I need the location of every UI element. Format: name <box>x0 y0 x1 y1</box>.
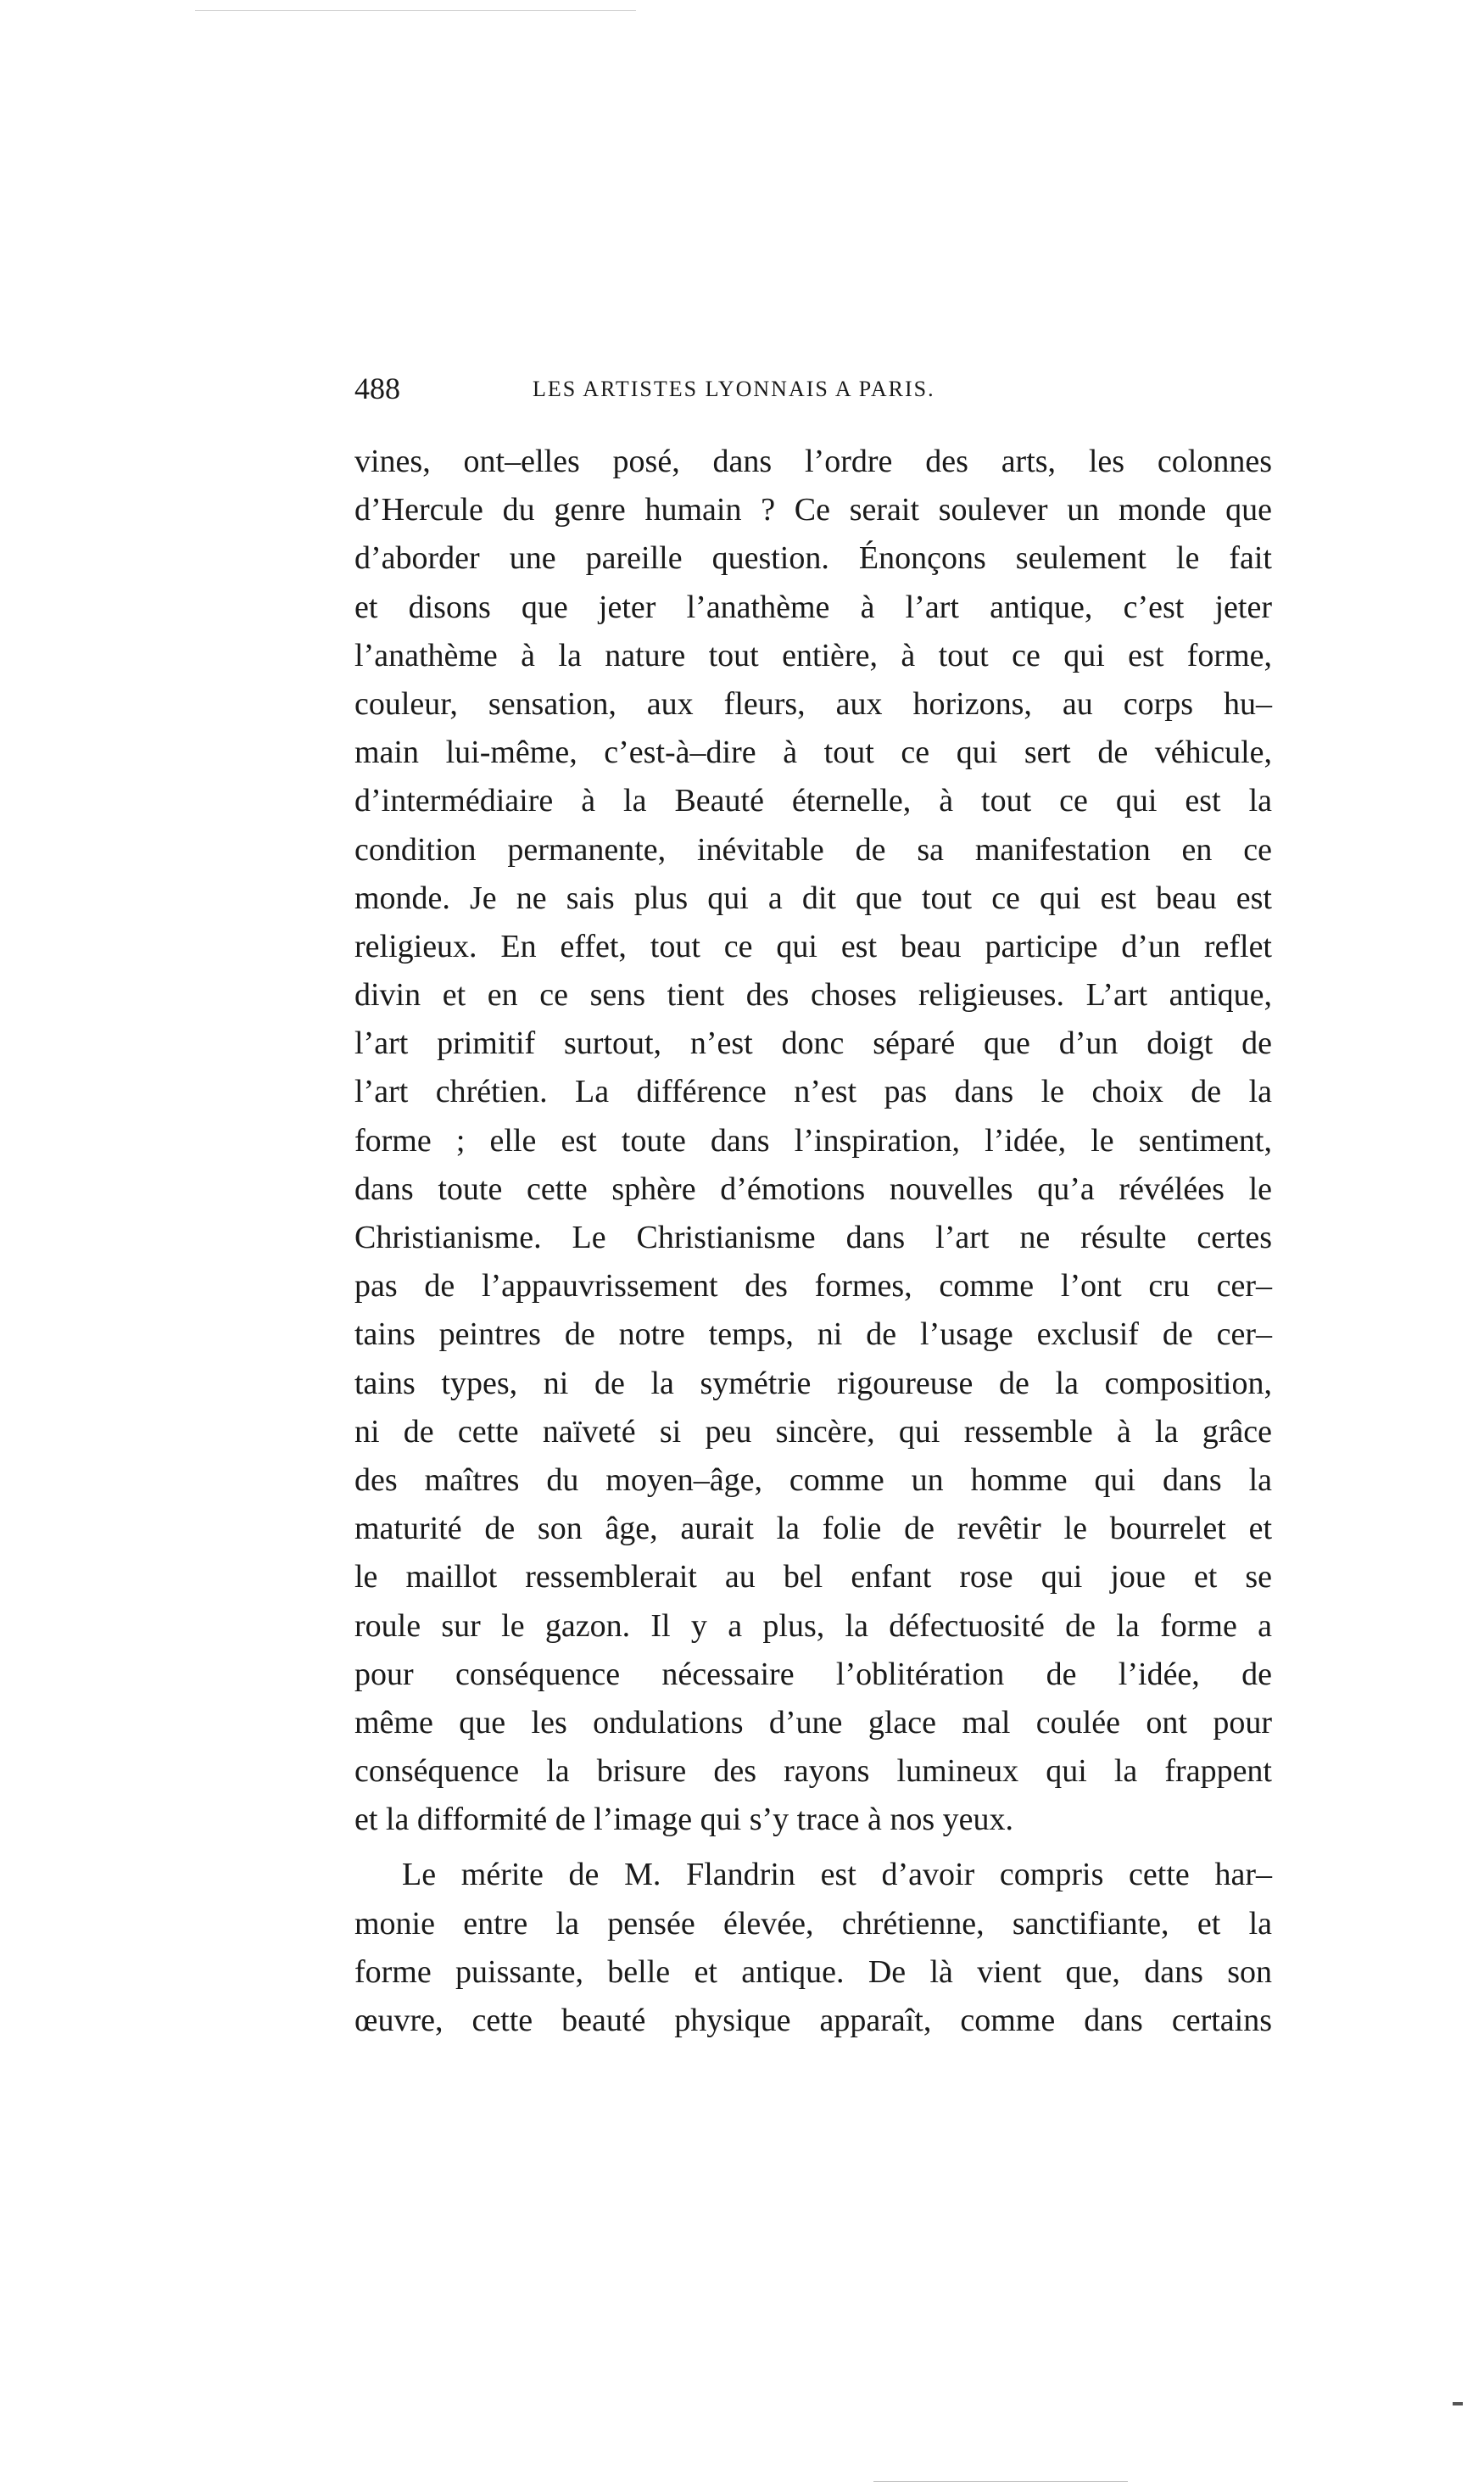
text-line: monie entre la pensée élevée, chrétienne, sanctifiante, et la <box>354 1905 1272 1942</box>
text-line: tains types, ni de la symétrie rigoureuse de la composition, <box>354 1365 1272 1401</box>
text-line: et la difformité de l’image qui s’y trace à nos yeux. <box>354 1802 1013 1838</box>
running-head: LES ARTISTES LYONNAIS A PARIS. <box>533 377 935 401</box>
text-line: Le mérite de M. Flandrin est d’avoir compris cette har– <box>402 1857 1272 1893</box>
text-line: condition permanente, inévitable de sa manifestation en ce <box>354 831 1272 868</box>
text-line: divin et en ce sens tient des choses religieuses. L’art antique, <box>354 977 1272 1014</box>
text-line: ni de cette naïveté si peu sincère, qui ressemble à la grâce <box>354 1413 1272 1450</box>
text-line: Christianisme. Le Christianisme dans l’art ne résulte certes <box>354 1220 1272 1255</box>
text-line: tains peintres de notre temps, ni de l’usage exclusif de cer– <box>354 1316 1272 1353</box>
text-line: même que les ondulations d’une glace mal coulée ont pour <box>354 1704 1272 1740</box>
text-line: d’intermédiaire à la Beauté éternelle, à tout ce qui est la <box>354 783 1272 819</box>
text-line: conséquence la brisure des rayons lumineux qui la frappent <box>354 1753 1272 1790</box>
text-line: le maillot ressemblerait au bel enfant rose qui joue et se <box>354 1559 1272 1595</box>
paragraph-1 <box>354 438 1272 1844</box>
text-line: l’anathème à la nature tout entière, à tout ce qui est forme, <box>354 637 1272 673</box>
body-text <box>354 438 1272 2045</box>
text-line: et disons que jeter l’anathème à l’art antique, c’est jeter <box>354 589 1272 625</box>
page-header <box>354 366 1057 414</box>
text-line: forme puissante, belle et antique. De là vient que, dans son <box>354 1953 1272 1990</box>
margin-mark <box>1453 2402 1463 2405</box>
text-line: roule sur le gazon. Il y a plus, la défectuosité de la forme a <box>354 1607 1272 1644</box>
text-line: œuvre, cette beauté physique apparaît, comme dans certains <box>354 2003 1272 2038</box>
text-line: main lui-même, c’est-à–dire à tout ce qui sert de véhicule, <box>354 735 1272 771</box>
text-line: l’art chrétien. La différence n’est pas dans le choix de la <box>354 1074 1272 1110</box>
text-line: pas de l’appauvrissement des formes, comme l’ont cru cer– <box>354 1268 1272 1305</box>
text-line: forme ; elle est toute dans l’inspiration, l’idée, le sentiment, <box>354 1122 1272 1159</box>
text-line: pour conséquence nécessaire l’oblitération de l’idée, de <box>354 1656 1272 1692</box>
text-line: l’art primitif surtout, n’est donc séparé que d’un doigt de <box>354 1025 1272 1062</box>
text-line: vines, ont–elles posé, dans l’ordre des arts, les colonnes <box>354 444 1272 479</box>
text-line: religieux. En effet, tout ce qui est beau participe d’un reflet <box>354 928 1272 964</box>
text-line: maturité de son âge, aurait la folie de revêtir le bourrelet et <box>354 1511 1272 1547</box>
text-line: couleur, sensation, aux fleurs, aux horizons, au corps hu– <box>354 685 1272 722</box>
text-line: des maîtres du moyen–âge, comme un homme qui dans la <box>354 1461 1272 1498</box>
scan-edge-mark <box>195 10 636 11</box>
text-line: dans toute cette sphère d’émotions nouvelles qu’a révélées le <box>354 1171 1272 1207</box>
paragraph-gap <box>354 1844 1272 1851</box>
scan-edge-mark <box>873 2481 1128 2482</box>
page-number: 488 <box>354 372 400 405</box>
paragraph-2 <box>354 1851 1272 2045</box>
text-line: d’Hercule du genre humain ? Ce serait soulever un monde que <box>354 492 1272 528</box>
text-line: monde. Je ne sais plus qui a dit que tout ce qui est beau est <box>354 880 1272 916</box>
text-line: d’aborder une pareille question. Énonçons seulement le fait <box>354 540 1272 577</box>
